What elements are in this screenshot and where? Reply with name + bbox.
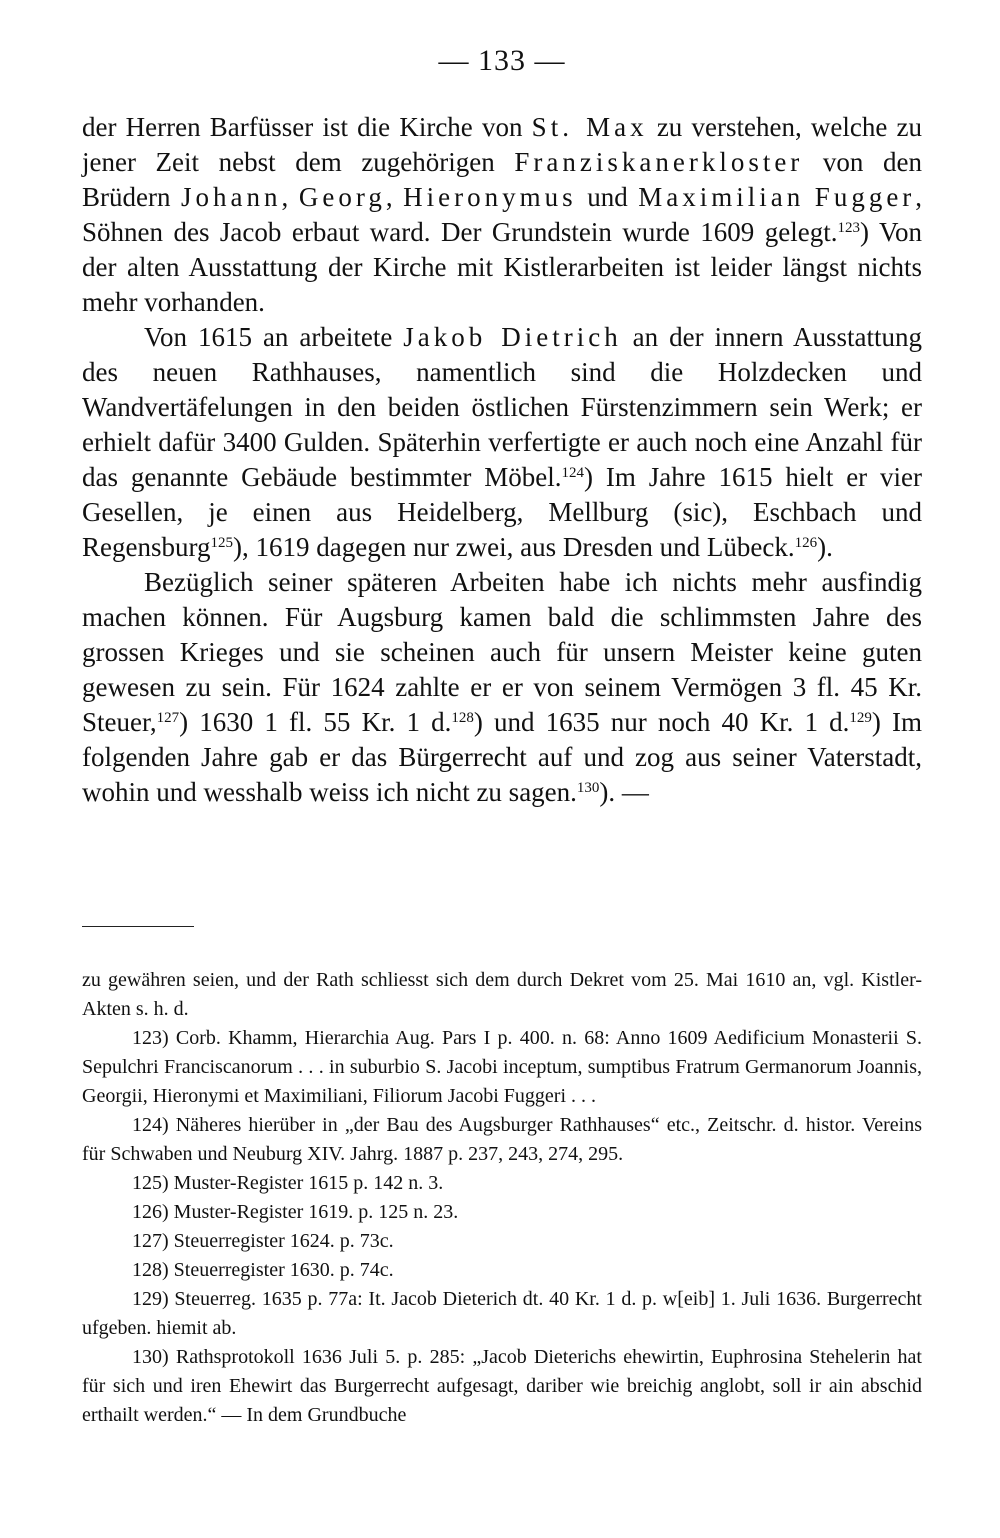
spaced-name: Johann — [181, 182, 282, 212]
text-run: und — [576, 182, 639, 212]
text-run: ) 1630 1 fl. 55 Kr. 1 d. — [179, 707, 452, 737]
footnote: 125) Muster-Register 1615 p. 142 n. 3. — [132, 1172, 444, 1194]
footnote: 126) Muster-Register 1619. p. 125 n. 23. — [132, 1201, 459, 1223]
text-run: ) Von der alten Ausstattung der Kirche mit Kistlerarbeiten ist leider längst nichts mehr vorhanden. — [82, 217, 922, 317]
text-run: der Herren Barfüsser ist die Kirche von — [82, 112, 532, 142]
text-run: , — [385, 182, 404, 212]
footnote-reference: 124 — [561, 465, 585, 481]
spaced-name: Franziskanerkloster — [514, 147, 804, 177]
footnote-reference: 127 — [156, 710, 180, 726]
paragraph-2 — [82, 320, 922, 565]
paragraph-3 — [82, 565, 922, 810]
text-run: Bezüglich seiner späteren Arbeiten habe ich nichts mehr ausfindig machen können. Für Augsburg kamen bald die schlimmsten Jahre des grossen Krieges und sie scheinen auch für unsern Meister keine guten gewesen zu sein. Für 1624 zahlte er er von seinem Vermögen 3 fl. 45 Kr. Steuer, — [82, 567, 922, 737]
spaced-name: Jakob Dietrich — [403, 322, 622, 352]
text-run: ), 1619 dagegen nur zwei, aus Dresden und Lübeck. — [233, 532, 795, 562]
spaced-name: Georg — [298, 182, 386, 212]
text-run: von den Brüdern — [82, 147, 922, 212]
text-run: ). — [817, 532, 833, 562]
text-run: ). — — [599, 777, 649, 807]
page-number: — 133 — — [438, 44, 566, 77]
footnote: 128) Steuerregister 1630. p. 74c. — [132, 1259, 394, 1281]
footnote: 129) Steuerreg. 1635 p. 77a: It. Jacob Dieterich dt. 40 Kr. 1 d. p. w[eib] 1. Juli 1636. Burgerrecht ufgeben. hiemit ab. — [82, 1288, 922, 1339]
footnote-reference: 128 — [451, 710, 474, 726]
spaced-name: Maximilian — [638, 182, 805, 212]
book-page — [82, 0, 922, 1538]
footnote-reference: 126 — [794, 535, 818, 551]
footnote-continuation: zu gewähren seien, und der Rath schliesst sich dem durch Dekret vom 25. Mai 1610 an, vgl. Kistler-Akten s. h. d. — [82, 969, 922, 1020]
footnote-reference: 125 — [210, 535, 233, 551]
spaced-name: St. Max — [531, 112, 648, 142]
footnote: 127) Steuerregister 1624. p. 73c. — [132, 1230, 394, 1252]
footnote-reference: 130 — [576, 780, 600, 796]
footnote-reference: 129 — [849, 710, 872, 726]
spaced-name: Fugger — [814, 182, 916, 212]
text-run: ) Im folgenden Jahre gab er das Bürgerrecht auf und zog aus seiner Vaterstadt, wohin und wesshalb weiss ich nicht zu sagen. — [82, 707, 923, 807]
text-run — [804, 182, 815, 212]
text-run: , Söhnen des Jacob erbaut ward. Der Grundstein wurde 1609 gelegt. — [82, 182, 923, 247]
paragraph-1 — [82, 110, 922, 320]
text-run: ) und 1635 nur noch 40 Kr. 1 d. — [473, 707, 850, 737]
text-run: Von 1615 an arbeitete — [144, 322, 404, 352]
footnote: 130) Rathsprotokoll 1636 Juli 5. p. 285: „Jacob Dieterichs ehewirtin, Euphrosina Stehelerin hat für sich und iren Ehewirt das Burgerrecht aufgesagt, dariber wie breichig anglobt, soll ir ain abschid erthailt werden.“ — In dem Grundbuche — [82, 1346, 922, 1426]
text-run: ) Im Jahre 1615 hielt er vier Gesellen, je einen aus Heidelberg, Mellburg (sic), Eschbach und Regensburg — [82, 462, 922, 562]
footnote: 123) Corb. Khamm, Hierarchia Aug. Pars I p. 400. n. 68: Anno 1609 Aedificium Monasterii S. Sepulchri Franciscanorum . . . in suburbio S. Jacobi inceptum, sumptibus Fratrum Germanorum Joannis, Georgii, Hieronymi et Maximiliani, Filiorum Jacobi Fuggeri . . . — [82, 1027, 922, 1107]
main-text — [82, 110, 922, 810]
footnotes — [82, 966, 922, 1430]
footnote-separator — [82, 926, 194, 927]
text-run: an der innern Ausstattung des neuen Rathhauses, namentlich sind die Holzdecken und Wandvertäfelungen in den beiden östlichen Fürstenzimmern sein Werk; er erhielt dafür 3400 Gulden. Späterhin verfertigte er auch noch eine Anzahl für das genannte Gebäude bestimmter Möbel. — [82, 322, 922, 492]
footnote-reference: 123 — [837, 220, 860, 236]
text-run: , — [281, 182, 299, 212]
text-run: zu verstehen, welche zu jener Zeit nebst dem zugehörigen — [82, 112, 923, 177]
spaced-name: Hieronymus — [403, 182, 577, 212]
footnote: 124) Näheres hierüber in „der Bau des Augsburger Rathhauses“ etc., Zeitschr. d. histor. Vereins für Schwaben und Neuburg XIV. Jahrg. 1887 p. 237, 243, 274, 295. — [82, 1114, 922, 1165]
